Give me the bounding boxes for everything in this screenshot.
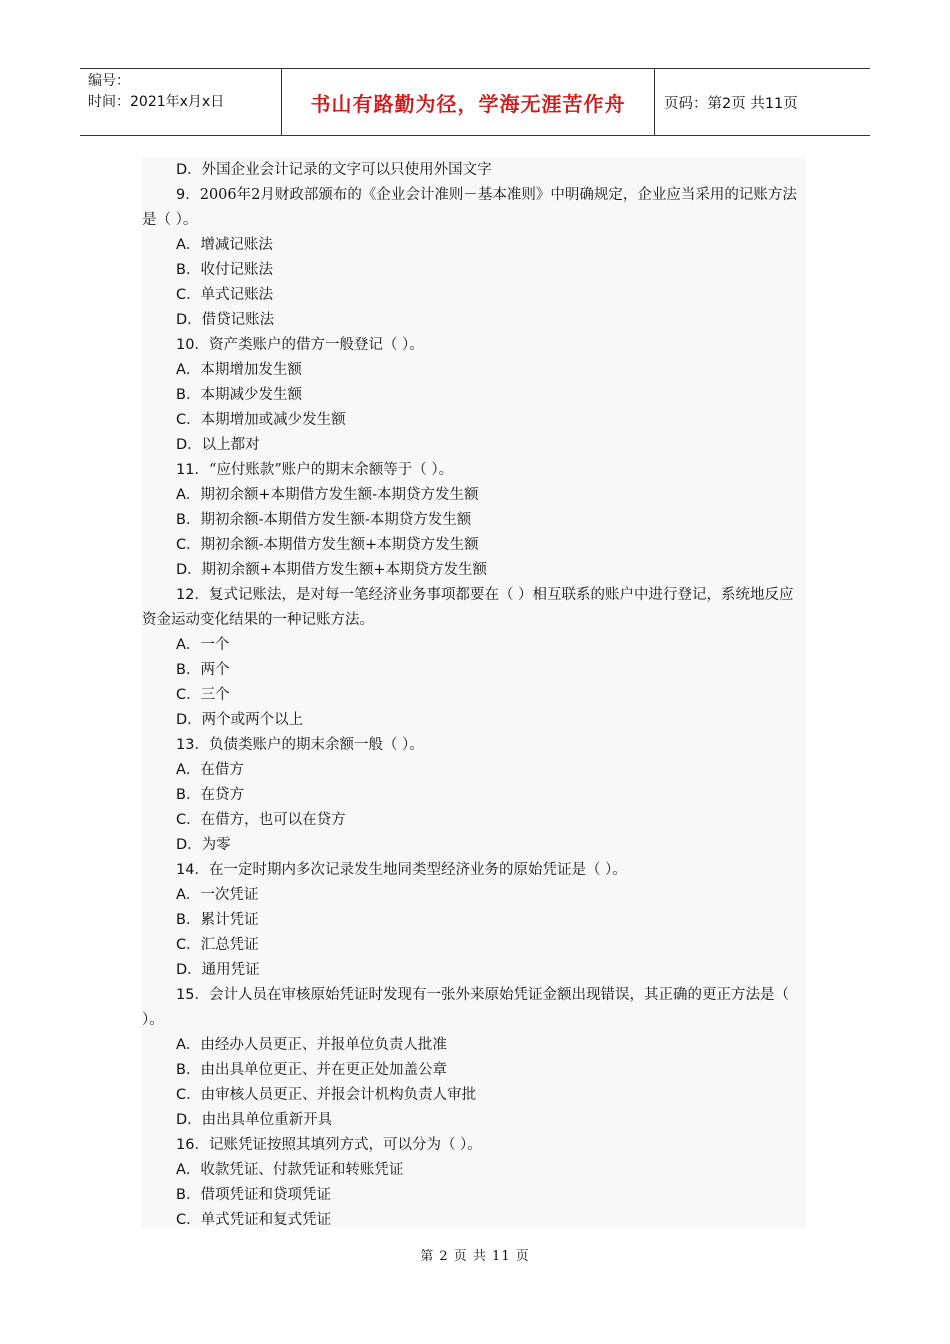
line-label: B． — [176, 512, 201, 528]
line-text: 复式记账法，是对每一笔经济业务事项都要在（ ）相互联系的账户中进行登记，系统地反应资金运动变化结果的一种记账方法。 — [142, 587, 794, 628]
line-label: B． — [176, 1062, 201, 1078]
line-text: 为零 — [201, 837, 231, 853]
line-text: 在一定时期内多次记录发生地同类型经济业务的原始凭证是（ ）。 — [208, 862, 627, 878]
question-line — [142, 333, 806, 358]
option-line — [142, 533, 806, 558]
line-label: D． — [176, 162, 202, 178]
option-line — [142, 358, 806, 383]
line-text: 通用凭证 — [201, 962, 260, 978]
line-label: 15． — [176, 987, 209, 1003]
line-label: D． — [176, 312, 202, 328]
line-label: B． — [176, 387, 201, 403]
question-line — [142, 183, 806, 233]
option-line — [142, 408, 806, 433]
line-label: C． — [176, 687, 201, 703]
line-label: D． — [176, 712, 202, 728]
option-line — [142, 758, 806, 783]
line-text: 会计人员在审核原始凭证时发现有一张外来原始凭证金额出现错误，其正确的更正方法是（ ）。 — [142, 987, 789, 1028]
document-number-label: 编号： — [88, 73, 130, 89]
option-line — [142, 308, 806, 333]
line-label: B． — [176, 787, 201, 803]
line-label: D． — [176, 437, 202, 453]
line-text: 两个或两个以上 — [201, 712, 304, 728]
option-line — [142, 1208, 806, 1233]
option-line — [142, 883, 806, 908]
option-line — [142, 658, 806, 683]
line-label: 9． — [176, 187, 200, 203]
line-label: 12． — [176, 587, 209, 603]
option-line — [142, 708, 806, 733]
line-text: 收付记账法 — [200, 262, 273, 278]
line-label: C． — [176, 1212, 201, 1228]
line-text: 本期增加发生额 — [200, 362, 302, 378]
option-line — [142, 158, 806, 183]
line-text: 在借方，也可以在贷方 — [200, 812, 346, 828]
line-label: D． — [176, 962, 202, 978]
option-line — [142, 1033, 806, 1058]
page-footer: 第 2 页 共 11 页 — [420, 1249, 530, 1264]
option-line — [142, 833, 806, 858]
line-text: 在贷方 — [200, 787, 244, 803]
option-line — [142, 508, 806, 533]
line-text: 2006年2月财政部颁布的《企业会计准则－基本准则》中明确规定，企业应当采用的记账方法是（ ）。 — [142, 187, 797, 228]
option-line — [142, 808, 806, 833]
line-label: B． — [176, 912, 201, 928]
line-text: 两个 — [200, 662, 230, 678]
line-text: 汇总凭证 — [200, 937, 259, 953]
line-label: A． — [176, 237, 201, 253]
line-label: 16． — [176, 1137, 209, 1153]
line-label: D． — [176, 1112, 202, 1128]
line-text: 借项凭证和贷项凭证 — [200, 1187, 331, 1203]
line-text: 在借方 — [200, 762, 244, 778]
option-line — [142, 1083, 806, 1108]
line-text: 由出具单位更正、并在更正处加盖公章 — [200, 1062, 447, 1078]
question-line — [142, 1133, 806, 1158]
header-motto: 书山有路勤为径，学海无涯苦作舟 — [282, 69, 655, 135]
line-text: 外国企业会计记录的文字可以只使用外国文字 — [201, 162, 492, 178]
line-label: C． — [176, 937, 201, 953]
line-text: 期初余额-本期借方发生额-本期贷方发生额 — [200, 512, 472, 528]
question-line — [142, 583, 806, 633]
option-line — [142, 558, 806, 583]
line-label: C． — [176, 412, 201, 428]
option-line — [142, 433, 806, 458]
line-label: A． — [176, 1037, 201, 1053]
option-line — [142, 783, 806, 808]
line-text: 由审核人员更正、并报会计机构负责人审批 — [200, 1087, 477, 1103]
option-line — [142, 633, 806, 658]
option-line — [142, 1108, 806, 1133]
question-line — [142, 858, 806, 883]
line-text: “应付账款”账户的期末余额等于（ ）。 — [208, 462, 454, 478]
line-label: C． — [176, 812, 201, 828]
line-label: D． — [176, 562, 202, 578]
question-content — [142, 157, 806, 1228]
option-line — [142, 1183, 806, 1208]
question-line — [142, 733, 806, 758]
line-text: 以上都对 — [201, 437, 260, 453]
question-line — [142, 458, 806, 483]
header-meta — [80, 69, 282, 135]
line-text: 单式记账法 — [200, 287, 274, 303]
header-page-info: 页码：第2页 共11页 — [664, 95, 798, 112]
line-text: 增减记账法 — [200, 237, 273, 253]
line-label: A． — [176, 362, 201, 378]
line-text: 期初余额+本期借方发生额-本期贷方发生额 — [200, 487, 479, 503]
line-label: 13． — [176, 737, 209, 753]
option-line — [142, 958, 806, 983]
line-label: B． — [176, 662, 201, 678]
line-text: 单式凭证和复式凭证 — [200, 1212, 332, 1228]
line-text: 由经办人员更正、并报单位负责人批准 — [200, 1037, 447, 1053]
line-label: A． — [176, 487, 201, 503]
option-line — [142, 1058, 806, 1083]
option-line — [142, 283, 806, 308]
line-label: A． — [176, 762, 201, 778]
line-text: 三个 — [200, 687, 230, 703]
line-label: 14． — [176, 862, 209, 878]
line-text: 一次凭证 — [200, 887, 259, 903]
line-text: 收款凭证、付款凭证和转账凭证 — [200, 1162, 404, 1178]
line-text: 本期增加或减少发生额 — [200, 412, 346, 428]
option-line — [142, 1158, 806, 1183]
option-line — [142, 683, 806, 708]
option-line — [142, 908, 806, 933]
document-time-label: 时间：2021年x月x日 — [88, 94, 225, 110]
option-line — [142, 258, 806, 283]
line-label: B． — [176, 262, 201, 278]
option-line — [142, 933, 806, 958]
line-label: 10． — [176, 337, 209, 353]
line-label: A． — [176, 1162, 201, 1178]
line-text: 记账凭证按照其填列方式，可以分为（ ）。 — [208, 1137, 482, 1153]
line-text: 期初余额+本期借方发生额+本期贷方发生额 — [201, 562, 487, 578]
line-text: 由出具单位重新开具 — [201, 1112, 333, 1128]
line-text: 本期减少发生额 — [200, 387, 302, 403]
line-text: 借贷记账法 — [201, 312, 275, 328]
line-label: C． — [176, 1087, 201, 1103]
line-label: 11． — [176, 462, 209, 478]
option-line — [142, 483, 806, 508]
line-text: 负债类账户的期末余额一般（ ）。 — [208, 737, 424, 753]
line-label: A． — [176, 637, 201, 653]
line-label: D． — [176, 837, 202, 853]
line-text: 资产类账户的借方一般登记（ ）。 — [208, 337, 424, 353]
line-label: A． — [176, 887, 201, 903]
line-label: C． — [176, 287, 201, 303]
option-line — [142, 233, 806, 258]
line-text: 累计凭证 — [200, 912, 259, 928]
line-label: C． — [176, 537, 201, 553]
line-text: 一个 — [200, 637, 230, 653]
line-text: 期初余额-本期借方发生额+本期贷方发生额 — [200, 537, 479, 553]
option-line — [142, 383, 806, 408]
question-line — [142, 983, 806, 1033]
line-label: B． — [176, 1187, 201, 1203]
page-header — [80, 68, 870, 136]
